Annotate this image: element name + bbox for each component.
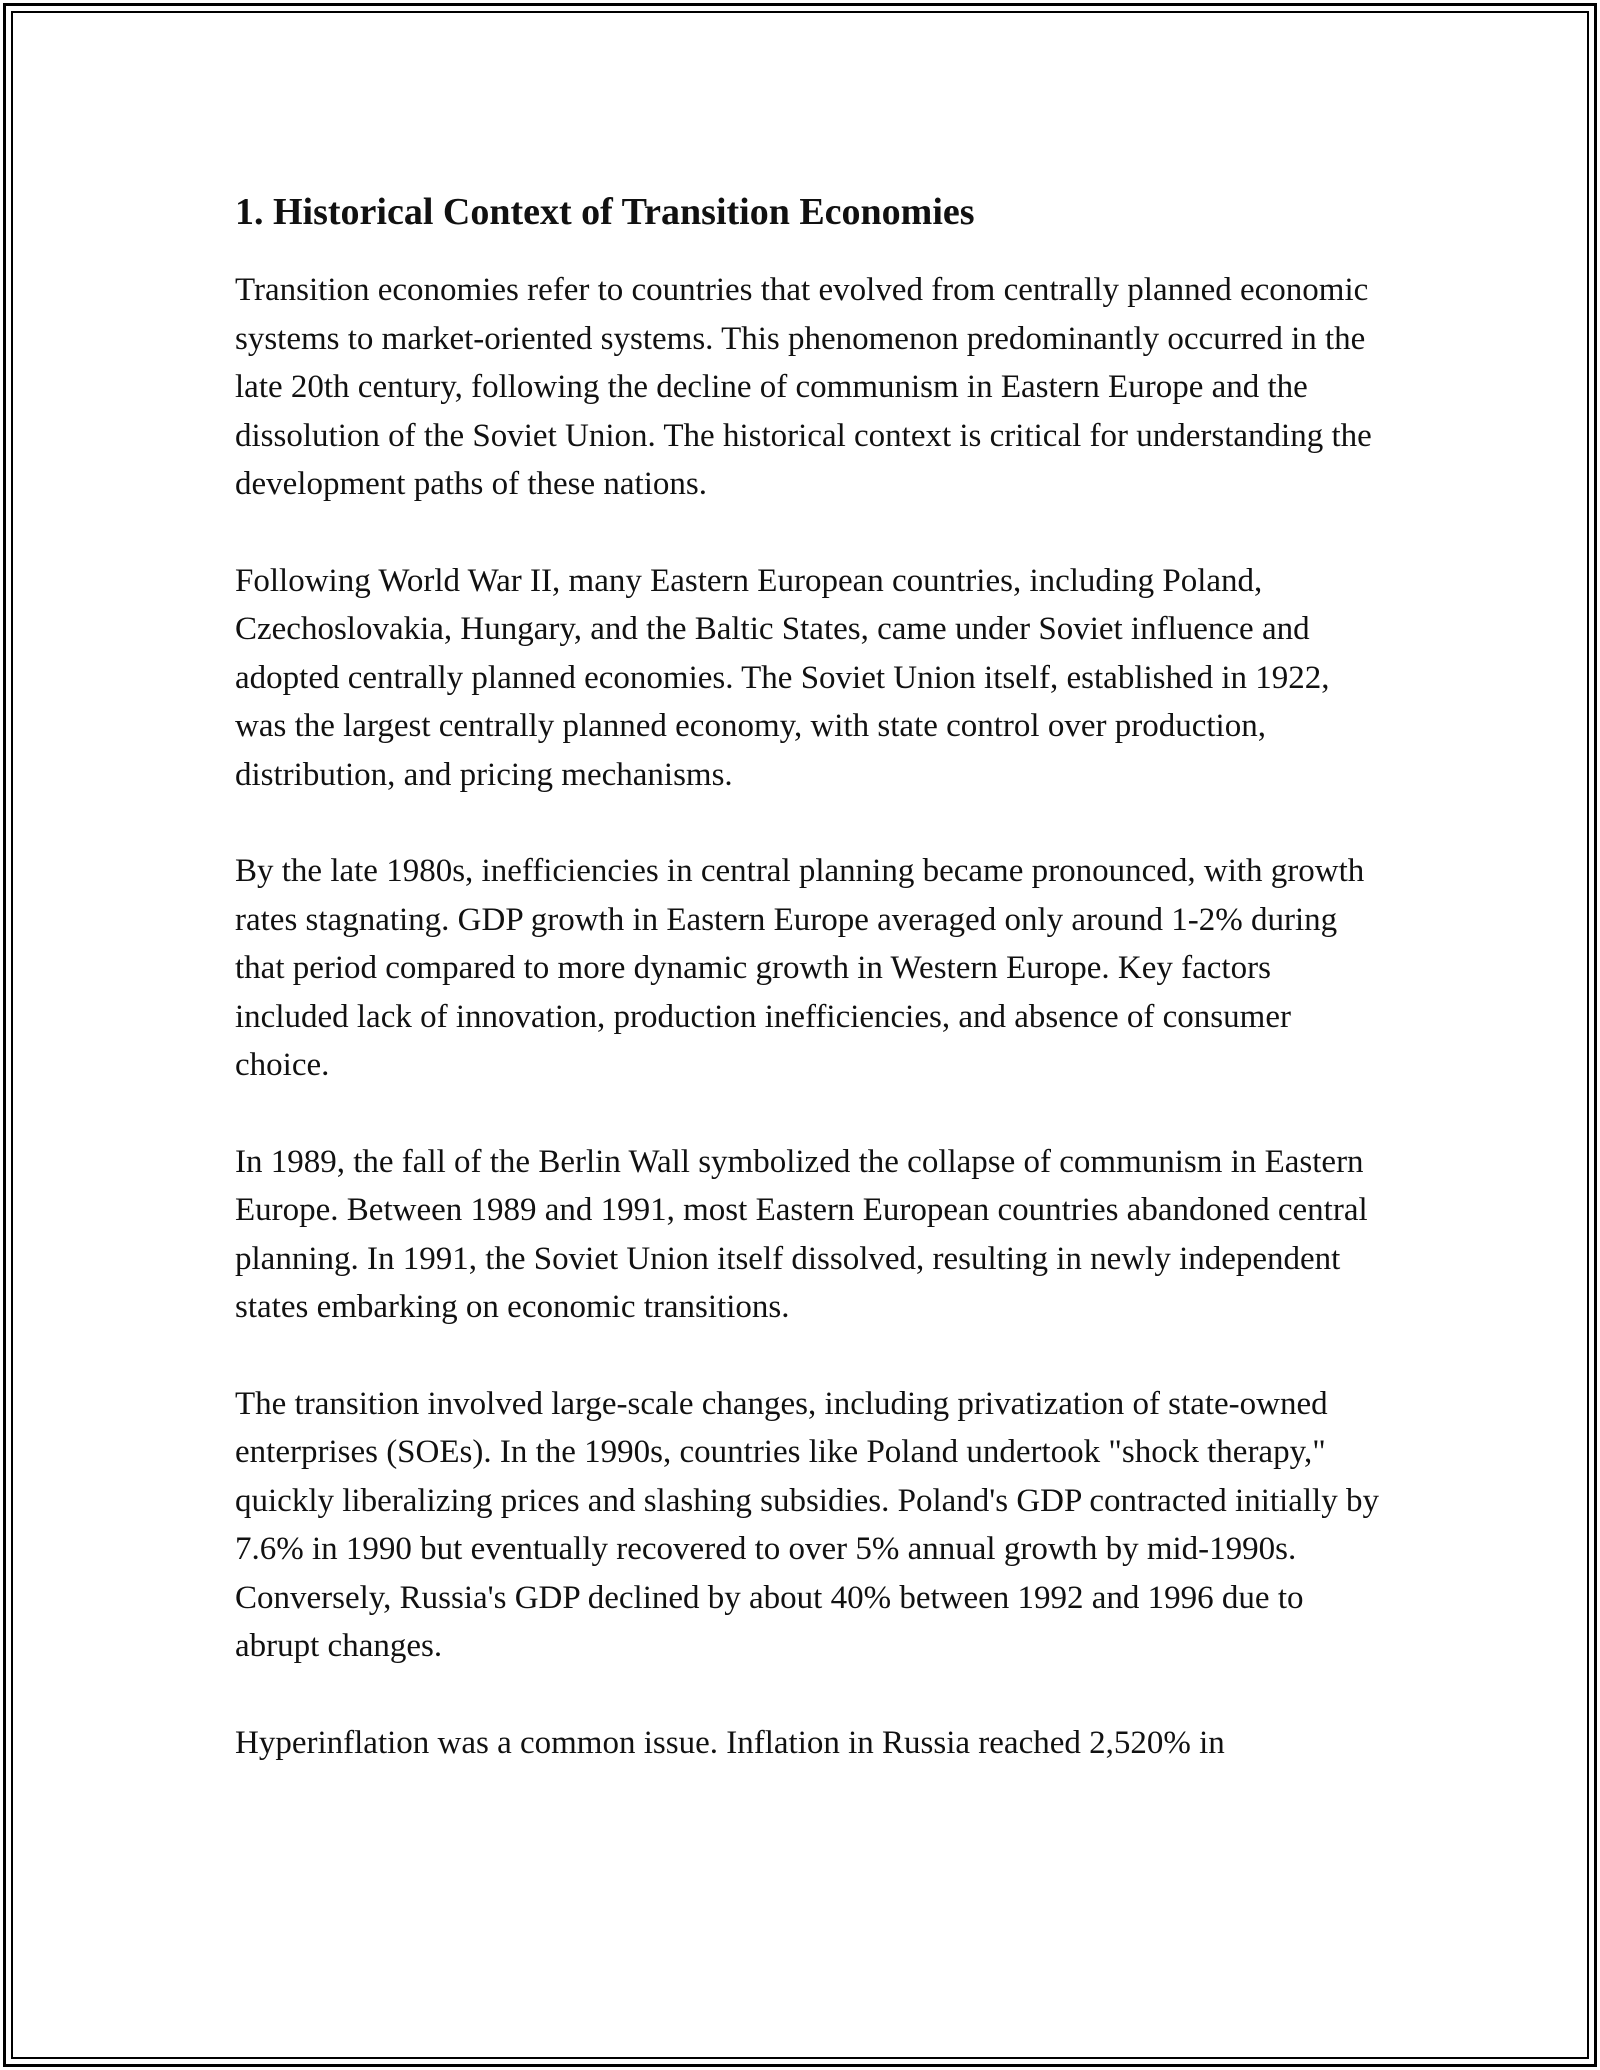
paragraph-post-war: Following World War II, many Eastern European countries, including Poland, Czechoslovakia, Hungary, and the Baltic States, came under Soviet influence and adopted centrally planned economies. The Soviet Union itself, established in 1922, was the largest centrally planned economy, with state control over production, distribution, and pricing mechanisms.: [235, 562, 1330, 793]
paragraph-collapse: In 1989, the fall of the Berlin Wall symbolized the collapse of communism in Eastern Europe. Between 1989 and 1991, most Eastern European countries abandoned central planning. In 1991, the Soviet Union itself dissolved, resulting in newly independent states embarking on economic transitions.: [235, 1143, 1368, 1325]
paragraph-hyperinflation: Hyperinflation was a common issue. Inflation in Russia reached 2,520% in: [235, 1724, 1225, 1761]
section-heading: 1. Historical Context of Transition Economies: [235, 191, 975, 233]
paragraph-transition: The transition involved large-scale changes, including privatization of state-owned enterprises (SOEs). In the 1990s, countries like Poland undertook "shock therapy," quickly liberalizing prices and slashing subsidies. Poland's GDP contracted initially by 7.6% in 1990 but eventually recovered to over 5% annual growth by mid-1990s. Conversely, Russia's GDP declined by about 40% between 1992 and 1996 due to abrupt changes.: [235, 1385, 1379, 1664]
paragraph-stagnation: By the late 1980s, inefficiencies in central planning became pronounced, with growth rates stagnating. GDP growth in Eastern Europe averaged only around 1-2% during that period compared to more dynamic growth in Western Europe. Key factors included lack of innovation, production inefficiencies, and absence of consumer choice.: [235, 853, 1365, 1083]
paragraph-intro: Transition economies refer to countries that evolved from centrally planned economic systems to market-oriented systems. This phenomenon predominantly occurred in the late 20th century, following the decline of communism in Eastern Europe and the dissolution of the Soviet Union. The historical context is critical for understanding the development paths of these nations.: [235, 272, 1372, 502]
document-body: [235, 184, 1380, 1815]
